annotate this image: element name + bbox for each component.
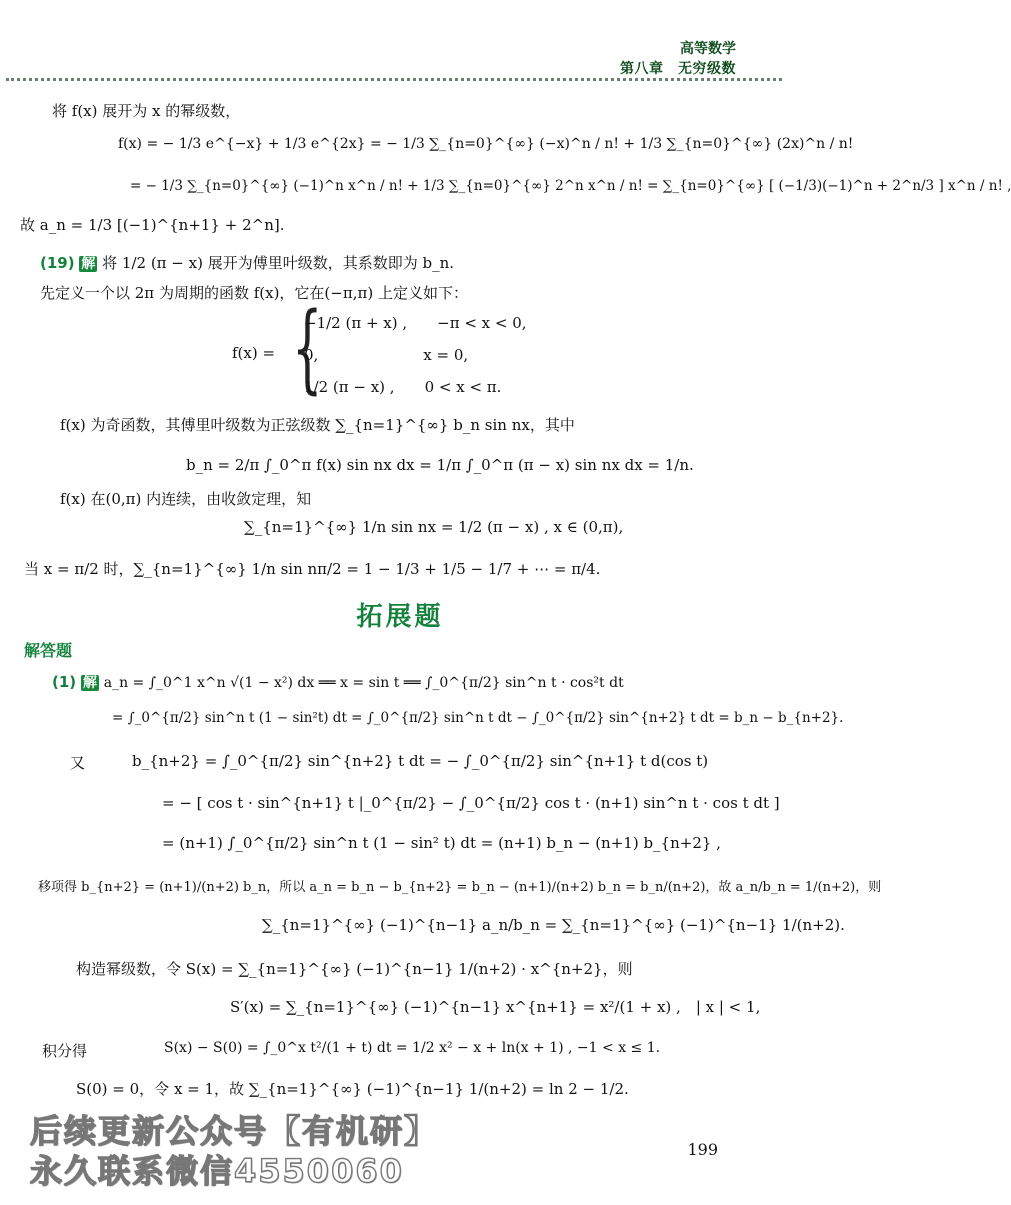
piecewise-brace: { (292, 292, 323, 404)
problem-number: (19) (40, 254, 75, 272)
text-line: 故 a_n = 1/3 [(−1)^{n+1} + 2^n]. (20, 216, 285, 234)
chapter-title: 第八章 无穷级数 (620, 61, 736, 77)
problem-number: (1) (52, 673, 77, 691)
equation-line: S′(x) = ∑_{n=1}^{∞} (−1)^{n−1} x^{n+1} = x²/(1 + x) , | x | < 1, (230, 998, 761, 1016)
equation-line: ∑_{n=1}^{∞} (−1)^{n−1} a_n/b_n = ∑_{n=1}^{∞} (−1)^{n−1} 1/(n+2). (262, 916, 845, 934)
text-line: 当 x = π/2 时，∑_{n=1}^{∞} 1/n sin nπ/2 = 1 − 1/3 + 1/5 − 1/7 + ⋯ = π/4. (24, 560, 601, 578)
piecewise-case: 1/2 (π − x) , 0 < x < π. (304, 378, 502, 396)
equation-line: = ∫_0^{π/2} sin^n t (1 − sin²t) dt = ∫_0^{π/2} sin^n t dt − ∫_0^{π/2} sin^{n+2} t dt = b_n − b_{n+2}. (112, 710, 844, 726)
problem-1 (52, 672, 624, 692)
text-line: 移项得 b_{n+2} = (n+1)/(n+2) b_n，所以 a_n = b_n − b_{n+2} = b_n − (n+1)/(n+2) b_n = b_n/(n+2)，故 a_n/b_n = 1/(n+2)，则 (38, 880, 882, 895)
text-line: f(x) 在(0,π) 内连续，由收敛定理，知 (60, 490, 312, 508)
section-title: 拓展题 (356, 602, 444, 632)
equation-line: ∑_{n=1}^{∞} 1/n sin nx = 1/2 (π − x) , x ∈ (0,π), (244, 518, 624, 536)
text-line: f(x) 为奇函数，其傅里叶级数为正弦级数 ∑_{n=1}^{∞} b_n sin nx，其中 (60, 416, 575, 434)
text-line: 先定义一个以 2π 为周期的函数 f(x)，它在(−π,π) 上定义如下： (40, 284, 468, 302)
watermark-line: 永久联系微信4550060 (30, 1152, 404, 1190)
page-number: 199 (687, 1140, 718, 1159)
equation-line: f(x) = − 1/3 e^{−x} + 1/3 e^{2x} = − 1/3 ∑_{n=0}^{∞} (−x)^n / n! + 1/3 ∑_{n=0}^{∞} (2x)^n / n! (118, 136, 854, 152)
subsection-title: 解答题 (24, 641, 73, 660)
solution-badge: 解 (81, 256, 96, 272)
equation-line: = − [ cos t · sin^{n+1} t |_0^{π/2} − ∫_0^{π/2} cos t · (n+1) sin^n t · cos t dt ] (162, 794, 780, 812)
equation-line: b_n = 2/π ∫_0^π f(x) sin nx dx = 1/π ∫_0^π (π − x) sin nx dx = 1/n. (186, 456, 694, 474)
text-line: S(0) = 0，令 x = 1，故 ∑_{n=1}^{∞} (−1)^{n−1} 1/(n+2) = ln 2 − 1/2. (76, 1080, 629, 1098)
solution-badge: 解 (82, 675, 97, 691)
text-line: 构造幂级数，令 S(x) = ∑_{n=1}^{∞} (−1)^{n−1} 1/(n+2) · x^{n+2}，则 (76, 960, 633, 978)
text-line: 又 (70, 754, 86, 772)
equation-line: b_{n+2} = ∫_0^{π/2} sin^{n+2} t dt = − ∫_0^{π/2} sin^{n+1} t d(cos t) (132, 752, 709, 770)
equation-line: = (n+1) ∫_0^{π/2} sin^n t (1 − sin² t) dt = (n+1) b_n − (n+1) b_{n+2} , (162, 834, 721, 852)
equation-line: S(x) − S(0) = ∫_0^x t²/(1 + t) dt = 1/2 x² − x + ln(x + 1) , −1 < x ≤ 1. (164, 1040, 661, 1056)
text-line: 将 f(x) 展开为 x 的幂级数， (52, 102, 241, 120)
piecewise-case: −1/2 (π + x) , −π < x < 0, (304, 314, 527, 332)
equation-line: = − 1/3 ∑_{n=0}^{∞} (−1)^n x^n / n! + 1/3 ∑_{n=0}^{∞} 2^n x^n / n! = ∑_{n=0}^{∞} [ (−1/3)(−1)^n + 2^n/3 ] x^n / n! , (130, 178, 1011, 194)
text-line: 积分得 (42, 1042, 88, 1060)
watermark-line: 后续更新公众号【有机研】 (30, 1112, 439, 1150)
piecewise-case: 0, x = 0, (304, 346, 469, 364)
header-divider (6, 78, 782, 81)
book-title: 高等数学 (680, 41, 736, 57)
problem-text: 将 1/2 (π − x) 展开为傅里叶级数，其系数即为 b_n. (102, 254, 455, 272)
piecewise-lhs: f(x) = (232, 344, 276, 362)
equation-line: a_n = ∫_0^1 x^n √(1 − x²) dx ══ x = sin t ══ ∫_0^{π/2} sin^n t · cos²t dt (103, 675, 624, 691)
problem-19 (40, 252, 454, 273)
